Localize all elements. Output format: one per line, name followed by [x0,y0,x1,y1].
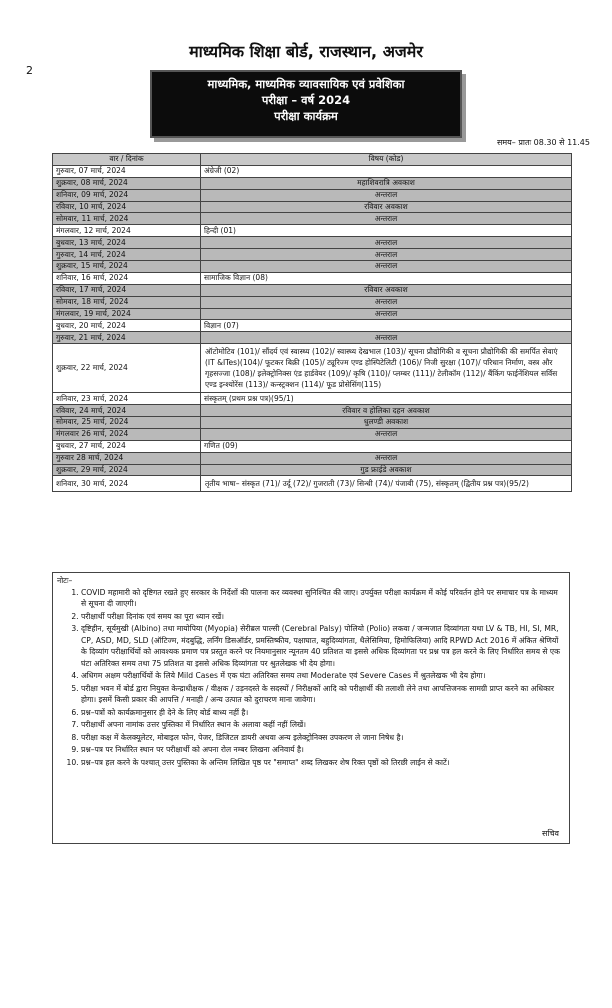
table-row [53,393,572,405]
row-day: सोमवार, 18 मार्च, 2024 [53,296,201,308]
table-row [53,344,572,393]
table-row [53,417,572,429]
row-subject: गुड फ्राईडे अवकाश [201,464,572,476]
row-subject: तृतीय भाषा– संस्कृत (71)/ उर्दू (72)/ गुजराती (73)/ सिन्धी (74)/ पंजाबी (75), संस्कृतम् (द्वितीय प्रश्न पत्र)(95/2) [201,476,572,492]
title-line-1: माध्यमिक, माध्यमिक व्यावसायिक एवं प्रवेशिका [207,77,405,91]
row-subject: संस्कृतम् (प्रथम प्रश्न पत्र)(95/1) [201,393,572,405]
table-row [53,201,572,213]
row-day: सोमवार, 25 मार्च, 2024 [53,417,201,429]
table-row [53,237,572,249]
row-day: शुक्रवार, 22 मार्च, 2024 [53,344,201,393]
table-row [53,308,572,320]
row-subject: अन्तराल [201,249,572,261]
row-day: मंगलवार 26 मार्च, 2024 [53,428,201,440]
row-day: शुक्रवार, 15 मार्च, 2024 [53,261,201,273]
row-subject: अन्तराल [201,189,572,201]
column-header-day: वार / दिनांक [53,154,201,166]
row-day: गुरुवार, 07 मार्च, 2024 [53,165,201,177]
row-day: बुधवार, 13 मार्च, 2024 [53,237,201,249]
row-day: शनिवार, 30 मार्च, 2024 [53,476,201,492]
row-day: बुधवार, 20 मार्च, 2024 [53,320,201,332]
row-subject: गणित (09) [201,440,572,452]
note-item: 1. COVID महामारी को दृष्टिगत रखते हुए सरकार के निर्देशों की पालना कर व्यवस्था सुनिश्चित की जाए। उपर्युक्त परीक्षा कार्यक्रम में कोई परिवर्तन होने पर समाचार पत्र के माध्यम से सूचना दी जाएगी। [81,587,565,610]
row-day: रविवार, 24 मार्च, 2024 [53,405,201,417]
row-subject: अन्तराल [201,452,572,464]
row-day: रविवार, 17 मार्च, 2024 [53,284,201,296]
schedule-table [52,153,572,492]
note-item: 7. परीक्षार्थी अपना नामांक उत्तर पुस्तिका में निर्धारित स्थान के अलावा कहीं नहीं लिखें। [81,719,565,731]
row-day: शनिवार, 16 मार्च, 2024 [53,272,201,284]
row-subject: अन्तराल [201,428,572,440]
note-item: 9. प्रश्न–पत्र पर निर्धारित स्थान पर परीक्षार्थी को अपना रोल नम्बर लिखना अनिवार्य है। [81,744,565,756]
row-subject: अन्तराल [201,261,572,273]
row-day: शुक्रवार, 08 मार्च, 2024 [53,177,201,189]
table-row [53,428,572,440]
row-day: सोमवार, 11 मार्च, 2024 [53,213,201,225]
page-number: 2 [26,64,33,77]
table-row [53,332,572,344]
row-subject: अन्तराल [201,332,572,344]
column-header-subject: विषय (कोड) [201,154,572,166]
exam-timing: समय– प्रातः 08.30 से 11.45 [496,138,590,147]
row-day: गुरुवार, 14 मार्च, 2024 [53,249,201,261]
row-day: गुरुवार 28 मार्च, 2024 [53,452,201,464]
table-row [53,296,572,308]
row-subject: अन्तराल [201,308,572,320]
notes-box [52,572,570,844]
row-day: मंगलवार, 19 मार्च, 2024 [53,308,201,320]
note-item: 6. प्रश्न–पत्रों को कार्यक्रमानुसार ही देने के लिए बोर्ड बाध्य नहीं है। [81,707,565,719]
table-row [53,213,572,225]
row-day: मंगलवार, 12 मार्च, 2024 [53,225,201,237]
board-name: माध्यमिक शिक्षा बोर्ड, राजस्थान, अजमेर [189,42,423,61]
note-item: 8. परीक्षा कक्ष में केलक्यूलेटर, मोबाइल फोन, पेजर, डिजिटल डायरी अथवा अन्य इलेक्ट्रोनिक्स उपकरण ले जाना निषेध है। [81,732,565,744]
row-subject: अन्तराल [201,296,572,308]
table-row [53,464,572,476]
table-row [53,261,572,273]
notes-list [57,587,565,769]
row-subject: रविवार व होलिका दहन अवकाश [201,405,572,417]
row-subject: महाशिवरात्रि अवकाश [201,177,572,189]
signature: सचिव [541,828,559,838]
table-row [53,165,572,177]
table-row [53,177,572,189]
row-subject: सामाजिक विज्ञान (08) [201,272,572,284]
note-item: 3. दृष्टिहीन, सूर्यमुखी (Albino) तथा मायोपिया (Myopia) सेरीब्रल पाल्सी (Cerebral Palsy) पोलियो (Polio) लकवा / जन्मजात दिव्यांगता यथा LV & TB, HI, SI, MR, CP, ASD, MD, SLD (ऑटिज्म, मंदबुद्धि, लर्निंग डिसऑर्डर, प्रमस्तिष्कीय, पक्षाघात, बहुदिव्यांगता, थैलेसिमिया, हिमोफिलिया) आदि RPWD Act 2016 में अंकित श्रेणियों के दिव्यांग परीक्षार्थियों को आवश्यक प्रमाण पत्र प्रस्तुत करने पर नियमानुसार न्यूनतम 40 प्रतिशत या इससे अधिक दिव्यांगता पर प्रश्न पत्र हल करने के लिए निर्धारित समय से एक घंटा अतिरिक्त समय तथा 75 प्रतिशत या इससे अधिक दिव्यांगता पर श्रुतलेखक भी देय होगा। [81,623,565,669]
row-day: शनिवार, 09 मार्च, 2024 [53,189,201,201]
row-subject: हिन्दी (01) [201,225,572,237]
table-row [53,249,572,261]
note-item: 5. परीक्षा भवन में बोर्ड द्वारा नियुक्त केन्द्राधीक्षक / वीक्षक / उड़नदस्ते के सदस्यों / निरीक्षकों आदि को परीक्षार्थी की तलाशी लेने तथा आपत्तिजनक सामग्री प्राप्त करने का अधिकार होगा। इसमें किसी प्रकार की आपत्ति / मनाही / अन्य उत्पात को दुराचरण माना जावेगा। [81,683,565,706]
table-row [53,405,572,417]
schedule-rows [53,165,572,492]
table-header-row [53,154,572,166]
row-subject: अंग्रेजी (02) [201,165,572,177]
notes-heading: नोटः– [57,576,73,585]
table-row [53,225,572,237]
row-subject: अन्तराल [201,213,572,225]
note-item: 4. अधिगम अक्षम परीक्षार्थियों के लिये Mild Cases में एक घंटा अतिरिक्त समय तथा Moderate एवं Severe Cases में श्रुतलेखक भी देय होगा। [81,670,565,682]
title-line-2: परीक्षा – वर्ष 2024 [261,93,351,107]
row-subject: रविवार अवकाश [201,201,572,213]
table-row [53,189,572,201]
table-row [53,476,572,492]
table-row [53,272,572,284]
table-row [53,284,572,296]
row-subject: रविवार अवकाश [201,284,572,296]
title-line-3: परीक्षा कार्यक्रम [274,109,338,123]
row-subject: विज्ञान (07) [201,320,572,332]
row-day: रविवार, 10 मार्च, 2024 [53,201,201,213]
row-day: बुधवार, 27 मार्च, 2024 [53,440,201,452]
exam-title-box [150,70,462,138]
row-day: शुक्रवार, 29 मार्च, 2024 [53,464,201,476]
table-row [53,320,572,332]
note-item: 10. प्रश्न–पत्र हल करने के पश्चात् उत्तर पुस्तिका के अन्तिम लिखित पृष्ठ पर "समाप्त" शब्द लिखकर शेष रिक्त पृष्ठों को तिरछी लाईन से काटें। [81,757,565,769]
row-subject: धुलण्डी अवकाश [201,417,572,429]
table-row [53,440,572,452]
row-subject: ऑटोमोटिव (101)/ सौंदर्य एवं स्वास्थ्य (102)/ स्वास्थ्य देखभाल (103)/ सूचना प्रौद्योगिकी व सूचना प्रौद्योगिकी की समर्पित सेवाएं (IT &ITes)(104)/ फूटकर बिक्री (105)/ ट्यूरिज्म एण्ड होस्पिटेलिटी (106)/ निजी सुरक्षा (107)/ परिधान निर्माण, वस्त्र और गृहसज्जा (108)/ इलेक्ट्रोनिक्स एंड हार्डवेयर (109)/ कृषि (110)/ प्लम्बर (111)/ टेलीकॉम (112)/ बैंकिंग फाईनेंशियल सर्विस एण्ड इन्श्योरेंस (113)/ कन्स्ट्रक्शन (114)/ फूड प्रोसेसिंग(115) [201,344,572,393]
table-row [53,452,572,464]
row-subject: अन्तराल [201,237,572,249]
row-day: गुरुवार, 21 मार्च, 2024 [53,332,201,344]
note-item: 2. परीक्षार्थी परीक्षा दिनांक एवं समय का पूरा ध्यान रखें। [81,611,565,623]
row-day: शनिवार, 23 मार्च, 2024 [53,393,201,405]
